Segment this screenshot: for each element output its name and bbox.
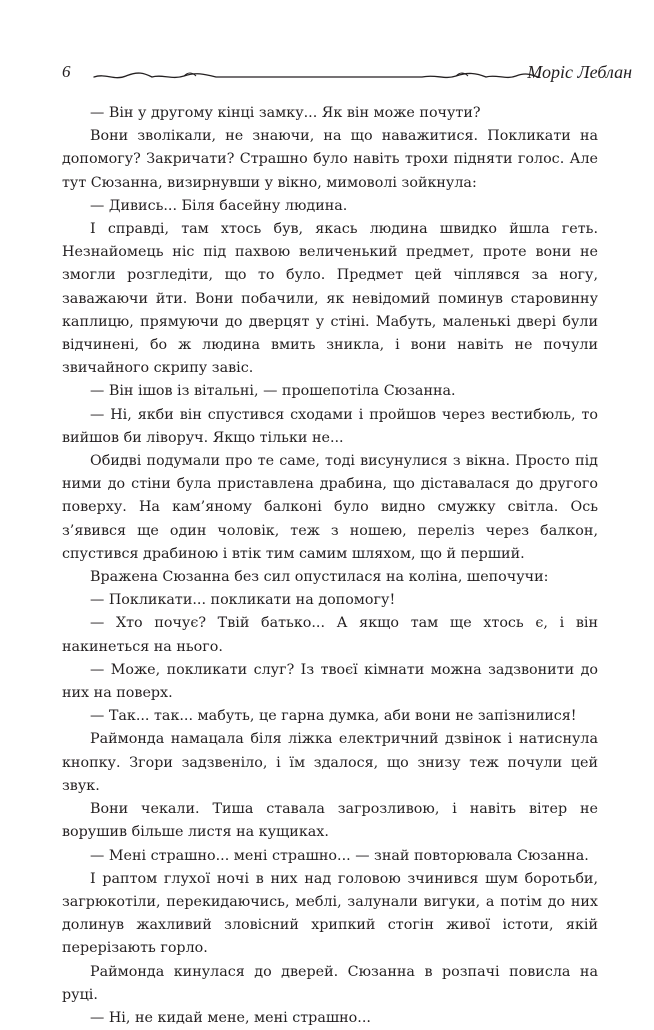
paragraph: — Він у другому кінці замку... Як він може почути? [90, 105, 481, 121]
paragraph: — Покликати... покликати на допомогу! [90, 592, 396, 609]
decorative-rule-ornament [92, 58, 540, 88]
paragraph: Вражена Сюзанна без сил опустилася на коліна, шепочучи: [90, 569, 549, 586]
paragraph: — Мені страшно... мені страшно... — знай повторювала Сюзанна. [90, 847, 589, 864]
body-text [62, 102, 598, 1030]
page-number: 6 [62, 62, 71, 81]
paragraph: — Так... так... мабуть, це гарна думка, аби вони не запізнилися! [90, 708, 577, 725]
paragraph: Обидві подумали про те саме, тоді висунулися з вікна. Просто під ними до стіни була приставлена драбина, що діставалася до другого поверху. На кам’яному балконі було видно смужку світла. Ось з’явився ще один чоловік, теж з ношею, переліз через балкон, спустився драбиною і втік тим самим шляхом, що й перший. [62, 453, 598, 562]
paragraph: І раптом глухої ночі в них над головою зчинився шум боротьби, загрюкотіли, перекидаючись, меблі, залунали вигуки, а потім до них долинув жахливий зловісний хрипкий стогін живої істоти, якій перерізають горло. [62, 870, 598, 957]
paragraph: — Хто почує? Твій батько... А якщо там ще хтось є, і він накинеться на нього. [62, 615, 598, 655]
paragraph: Вони зволікали, не знаючи, на що наважитися. Покликати на допомогу? Закричати? Страшно було навіть трохи підняти голос. Але тут Сюзанна, визирнувши у вікно, мимоволі зойкнула: [62, 128, 598, 191]
paragraph: — Може, покликати слуг? Із твоєї кімнати можна задзвонити до них на поверх. [62, 661, 598, 702]
paragraph: — Дивись... Біля басейну людина. [90, 197, 348, 214]
paragraph: — Ні, не кидай мене, мені страшно... [90, 1009, 371, 1026]
paragraph: — Ні, якби він спустився сходами і пройшов через вестибюль, то вийшов би ліворуч. Якщо тільки не... [62, 406, 598, 446]
paragraph: І справді, там хтось був, якась людина швидко йшла геть. Незнайомець ніс під пахвою величенький предмет, проте вони не змогли розгледіти, що то було. Предмет цей чіплявся за ногу, заважаючи йти. Вони побачили, як невідомий поминув старовинну каплицю, прямуючи до дверцят у стіні. Мабуть, маленькі двері були відчинені, бо ж людина вмить зникла, і вони навіть не почули звичайного скрипу завіс. [62, 221, 598, 377]
paragraph: — Він ішов із вітальні, — прошепотіла Сюзанна. [90, 383, 456, 400]
paragraph: Раймонда намацала біля ліжка електричний дзвінок і натиснула кнопку. Згори задзвеніло, і їм здалося, що знизу теж почули цей звук. [62, 731, 598, 794]
running-head-author: Моріс Леблан [527, 62, 632, 82]
page-header [62, 58, 632, 88]
paragraph: Вони чекали. Тиша ставала загрозливою, і навіть вітер не ворушив більше листя на кущиках. [62, 801, 598, 841]
paragraph: Раймонда кинулася до дверей. Сюзанна в розпачі повисла на руці. [62, 963, 598, 1003]
